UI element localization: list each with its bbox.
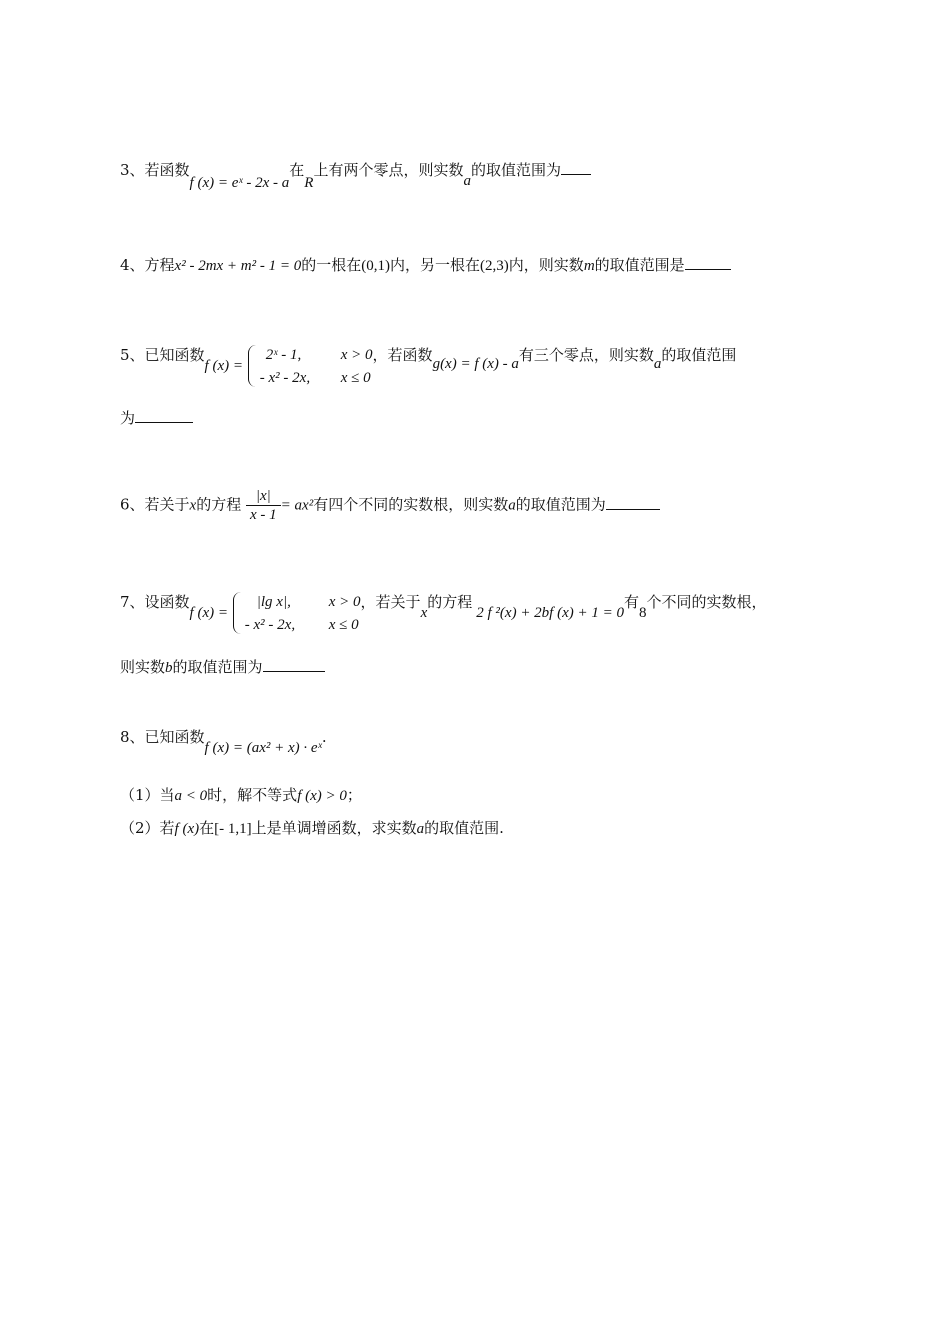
problem-7-condition-2: x ≤ 0 bbox=[328, 617, 359, 633]
problem-6-text-1: 的方程 bbox=[196, 495, 242, 514]
problem-4-text-1: 的一根在 bbox=[301, 256, 362, 274]
problem-7-piecewise bbox=[233, 590, 361, 636]
problem-8 bbox=[120, 727, 327, 756]
problem-3-function: f (x) = eˣ - 2x - a bbox=[189, 175, 290, 191]
problem-8-part-1-label: （1）当 bbox=[120, 786, 175, 804]
problem-4 bbox=[120, 255, 731, 276]
problem-4-label: 4、方程 bbox=[120, 256, 175, 274]
problem-8-part-2-function: f (x) bbox=[174, 821, 200, 837]
problem-3-label: 3、若函数 bbox=[120, 161, 190, 179]
problem-7-case-1: |lg x|, bbox=[256, 594, 291, 610]
problem-7 bbox=[120, 580, 767, 633]
problem-4-interval-1: (0,1) bbox=[361, 258, 391, 274]
problem-4-variable: m bbox=[583, 258, 595, 274]
problem-4-blank bbox=[685, 255, 731, 270]
problem-8-function: f (x) = (ax² + x) · eˣ bbox=[204, 740, 322, 756]
problem-5-blank bbox=[135, 408, 193, 423]
problem-5-tail: 的取值范围 bbox=[661, 346, 737, 364]
problem-6-rhs: = ax² bbox=[280, 497, 314, 514]
problem-7-label: 7、设函数 bbox=[120, 593, 190, 611]
problem-7-text-3: 有 bbox=[624, 593, 640, 611]
problem-8-part-2-interval: [- 1,1] bbox=[214, 821, 252, 837]
problem-3-variable: a bbox=[463, 173, 471, 189]
problem-7-variable-2: b bbox=[165, 660, 173, 676]
problem-5-line-2 bbox=[120, 408, 193, 428]
problem-4-equation: x² - 2mx + m² - 1 = 0 bbox=[174, 258, 302, 274]
problem-3-text-2: 上有两个零点，则实数 bbox=[313, 161, 464, 179]
problem-3 bbox=[120, 160, 591, 191]
problem-8-part-2-tail: 的取值范围. bbox=[424, 819, 504, 837]
problem-7-tail: 个不同的实数根， bbox=[646, 593, 767, 611]
problem-8-part-2-text-2: 上是单调增函数，求实数 bbox=[251, 819, 417, 837]
problem-5-case-1: 2ˣ - 1, bbox=[265, 347, 302, 363]
problem-4-interval-2: (2,3) bbox=[480, 258, 509, 274]
problem-5-label: 5、已知函数 bbox=[120, 346, 205, 364]
problem-6-text-2: 有四个不同的实数根，则实数 bbox=[313, 495, 509, 514]
problem-6-numerator: |x| bbox=[246, 487, 281, 506]
problem-8-part-2-text-1: 在 bbox=[199, 819, 215, 837]
problem-5-piecewise bbox=[248, 343, 373, 389]
problem-6-tail: 的取值范围为 bbox=[515, 495, 606, 514]
problem-7-brace bbox=[233, 592, 242, 634]
problem-8-end: . bbox=[321, 728, 327, 746]
problem-7-condition-1: x > 0 bbox=[328, 594, 361, 610]
problem-5-condition-1: x > 0 bbox=[340, 347, 373, 363]
problem-4-text-3: 内，则实数 bbox=[508, 256, 584, 274]
problem-8-part-1-text: 时，解不等式 bbox=[207, 786, 298, 804]
problem-4-tail: 的取值范围是 bbox=[594, 256, 685, 274]
problem-8-part-1-end: ； bbox=[346, 786, 362, 804]
problem-6 bbox=[120, 487, 660, 524]
problem-5-g-function: g(x) = f (x) - a bbox=[432, 356, 519, 372]
problem-7-count: 8 bbox=[639, 605, 647, 621]
problem-3-text-1: 在 bbox=[289, 161, 305, 179]
problem-5-brace bbox=[248, 345, 257, 387]
problem-7-variable-1: x bbox=[420, 605, 428, 621]
problem-8-part-1-condition: a < 0 bbox=[174, 788, 208, 804]
problem-5-line-2-text: 为 bbox=[120, 409, 136, 427]
problem-8-part-2-label: （2）若 bbox=[120, 819, 175, 837]
problem-7-case-2: - x² - 2x, bbox=[244, 617, 296, 633]
problem-5-function: f (x) = bbox=[204, 358, 243, 374]
problem-7-line-2 bbox=[120, 657, 325, 678]
problem-3-set: R bbox=[304, 175, 314, 191]
problem-6-denominator: x - 1 bbox=[250, 507, 277, 523]
problem-8-label: 8、已知函数 bbox=[120, 728, 205, 746]
problem-3-tail: 的取值范围为 bbox=[470, 161, 561, 179]
problem-7-blank bbox=[263, 657, 325, 672]
problem-3-blank bbox=[561, 160, 591, 175]
problem-8-part-1 bbox=[120, 785, 362, 806]
problem-7-equation: 2 f ²(x) + 2bf (x) + 1 = 0 bbox=[476, 605, 624, 621]
problem-5-text-2: 有三个零点，则实数 bbox=[518, 346, 654, 364]
problem-5-variable: a bbox=[653, 356, 662, 372]
problem-5-condition-2: x ≤ 0 bbox=[340, 370, 371, 386]
problem-7-text-2: 的方程 bbox=[427, 593, 473, 611]
problem-5-case-2: - x² - 2x, bbox=[259, 370, 311, 386]
problem-6-fraction bbox=[246, 487, 281, 524]
problem-5-text-1: ，若函数 bbox=[372, 346, 433, 364]
problem-7-text-1: ，若关于 bbox=[360, 593, 421, 611]
problem-4-text-2: 内，另一根在 bbox=[390, 256, 481, 274]
problem-6-label: 6、若关于 bbox=[120, 495, 190, 514]
problem-7-line-2-text: 则实数 bbox=[120, 658, 166, 676]
problem-7-line-2-tail: 的取值范围为 bbox=[172, 658, 263, 676]
problem-7-function: f (x) = bbox=[189, 605, 228, 621]
problem-6-blank bbox=[606, 495, 660, 510]
problem-8-part-2 bbox=[120, 818, 504, 839]
problem-6-variable-1: x bbox=[189, 497, 197, 514]
problem-8-part-1-inequality: f (x) > 0 bbox=[297, 788, 347, 804]
problem-8-part-2-variable: a bbox=[416, 821, 425, 837]
problem-6-variable-2: a bbox=[508, 497, 516, 514]
problem-5 bbox=[120, 333, 737, 386]
